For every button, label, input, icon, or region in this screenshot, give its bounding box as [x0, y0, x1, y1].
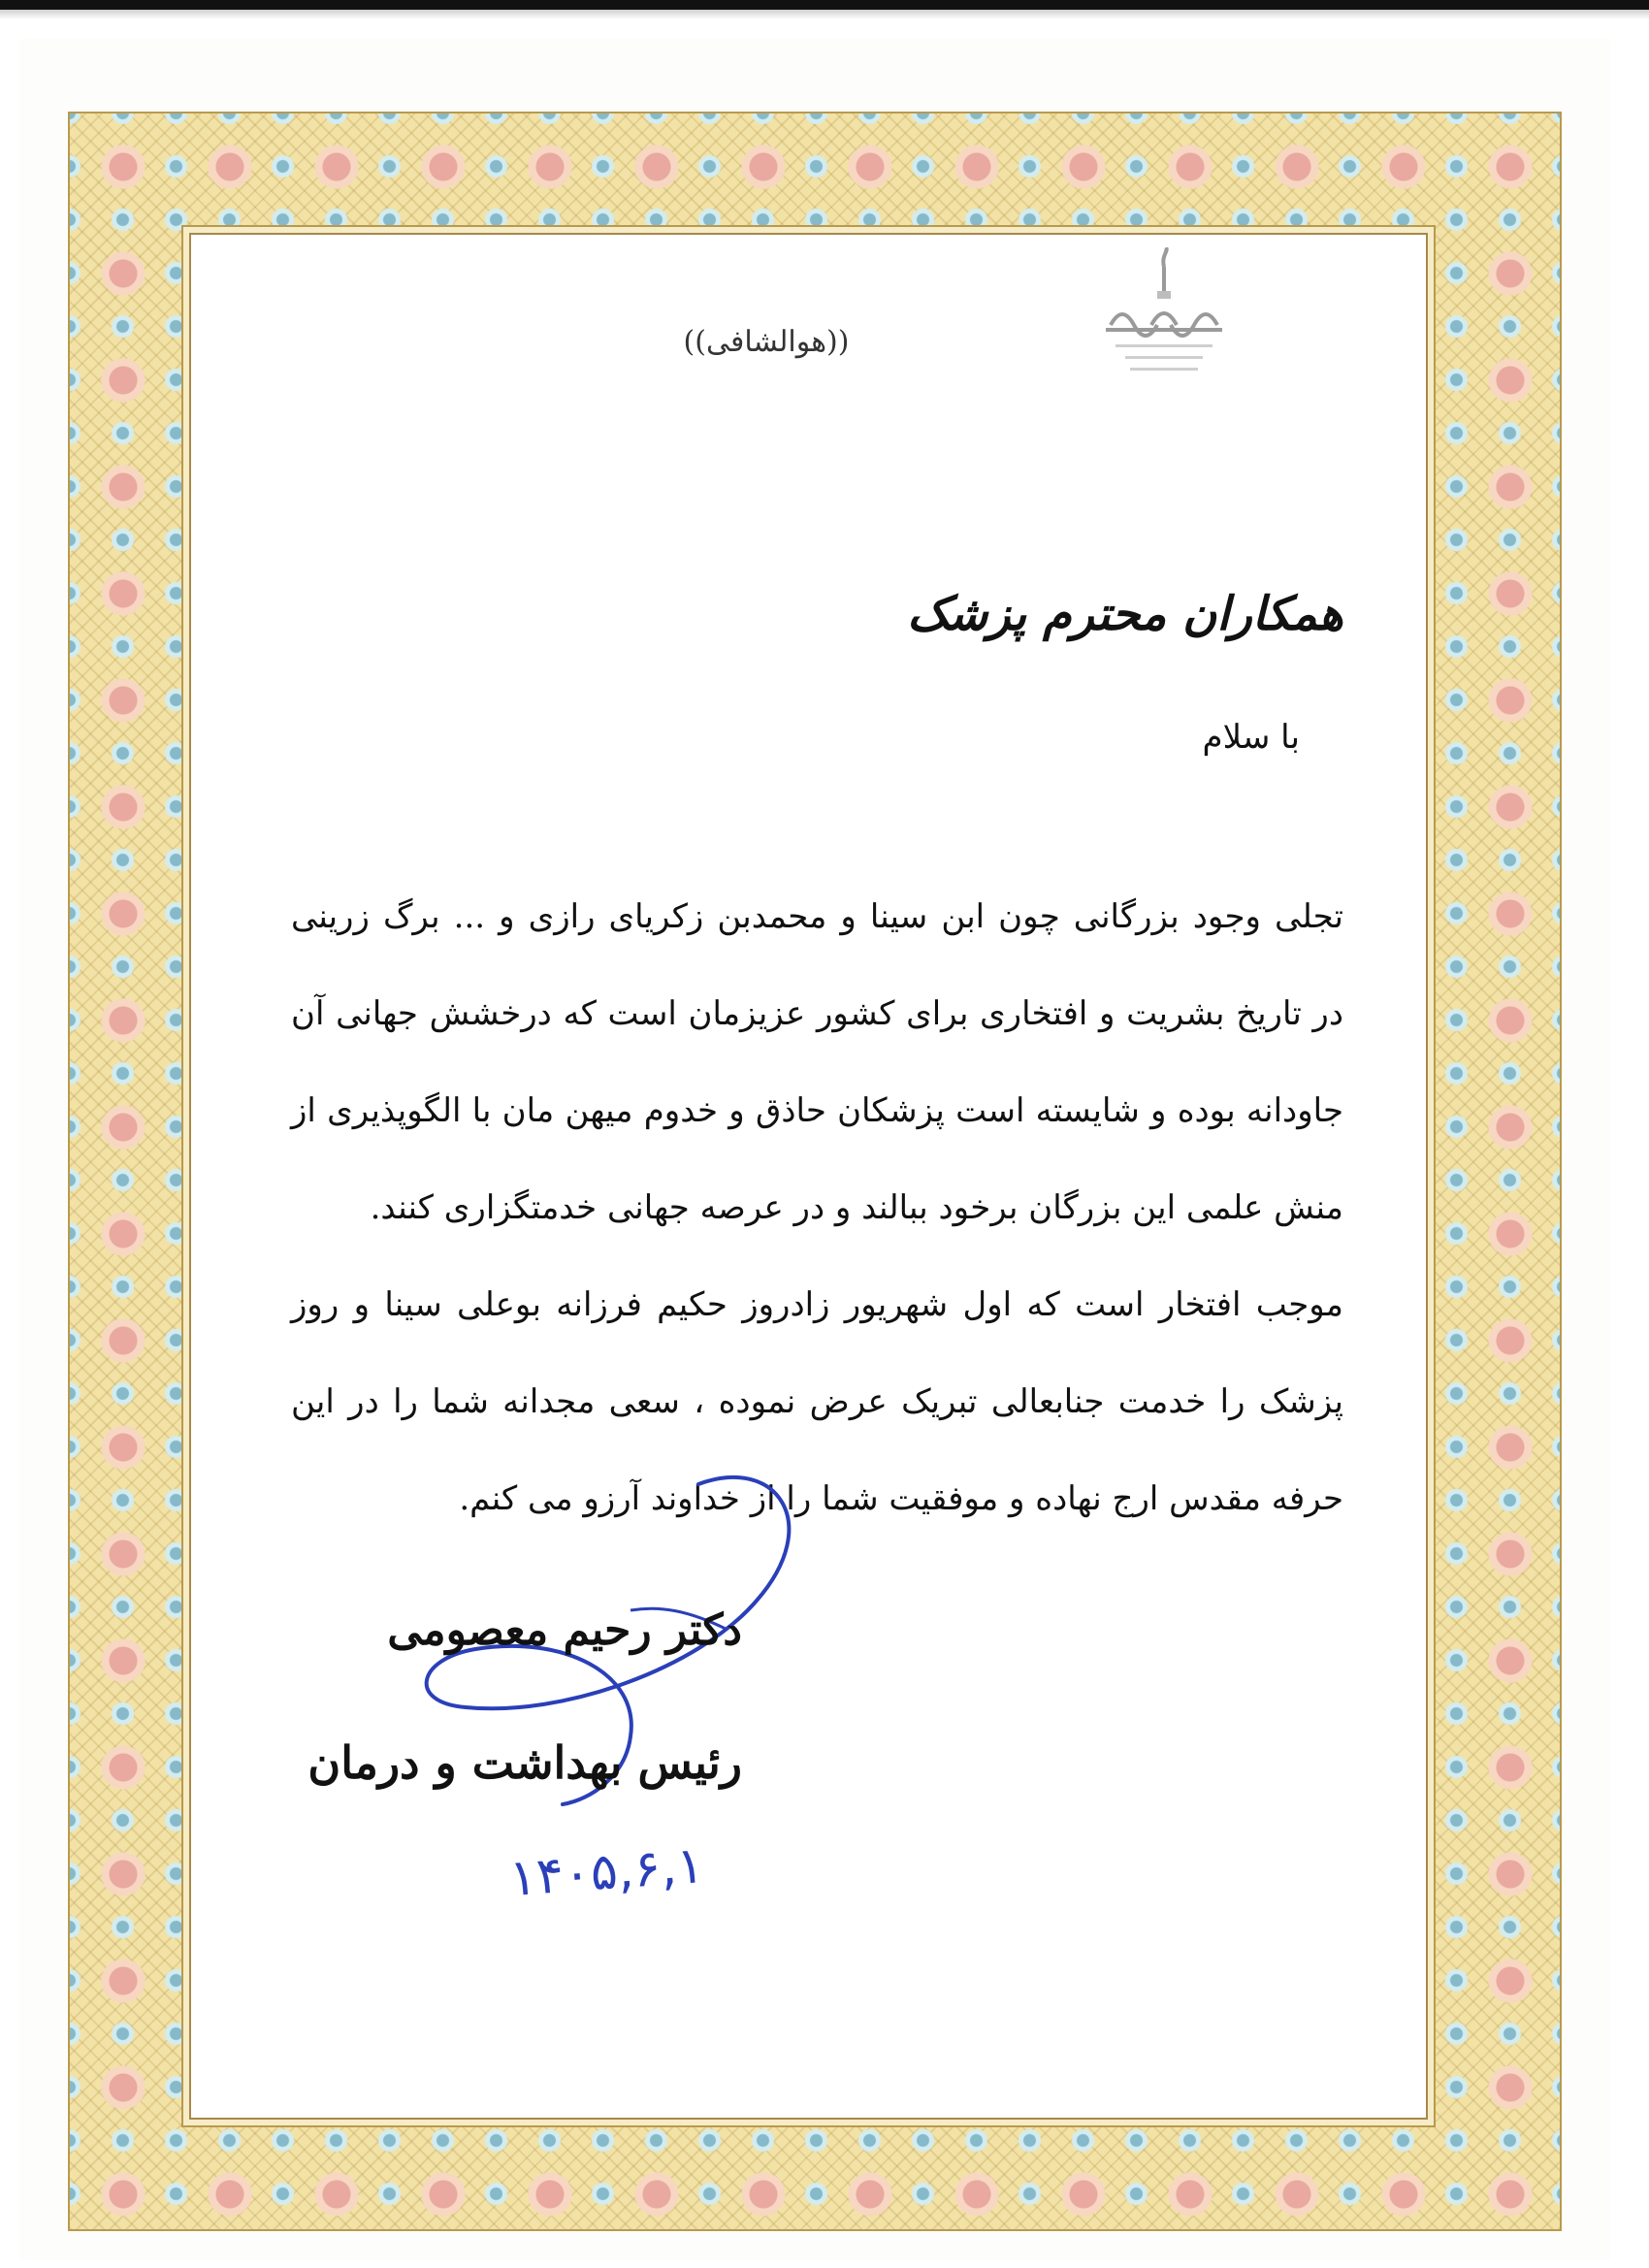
- body-paragraph: موجب افتخار است که اول شهریور زادروز حکیم فرزانه بوعلی سینا و روز پزشک را خدمت جنابعالی تبریک عرض نموده ، سعی مجدانه شما را در این حرفه مقدس ارج نهاده و موفقیت شما را از خداوند آرزو می کنم.: [291, 1285, 1343, 1518]
- body-paragraph: تجلی وجود بزرگانی چون ابن سینا و محمدبن زکریای رازی و ... برگ زرینی در تاریخ بشریت و افتخاری برای کشور عزیزمان است که درخشش جهانی آن جاودانه بوده و شایسته است پزشکان حاذق و خدوم میهن مان با الگوپذیری از منش علمی این بزرگان برخود ببالند و در عرصه جهانی خدمتگزاری کنند.: [291, 897, 1343, 1227]
- signer-title: رئیس بهداشت و درمان: [307, 1736, 742, 1789]
- scan-edge-top: [0, 0, 1649, 10]
- signer-name: دکتر رحیم معصومی: [387, 1605, 742, 1655]
- salutation: همکاران محترم پزشک: [907, 587, 1343, 641]
- greeting: با سلام: [1202, 718, 1300, 757]
- invocation-heading: ((هوالشافی)): [683, 325, 850, 359]
- company-logo-icon: [1091, 247, 1237, 383]
- letter-body: [291, 868, 1343, 1547]
- scan-shadow: [0, 10, 1649, 19]
- handwritten-date: ۱۴۰۵,۶,۱: [507, 1836, 706, 1908]
